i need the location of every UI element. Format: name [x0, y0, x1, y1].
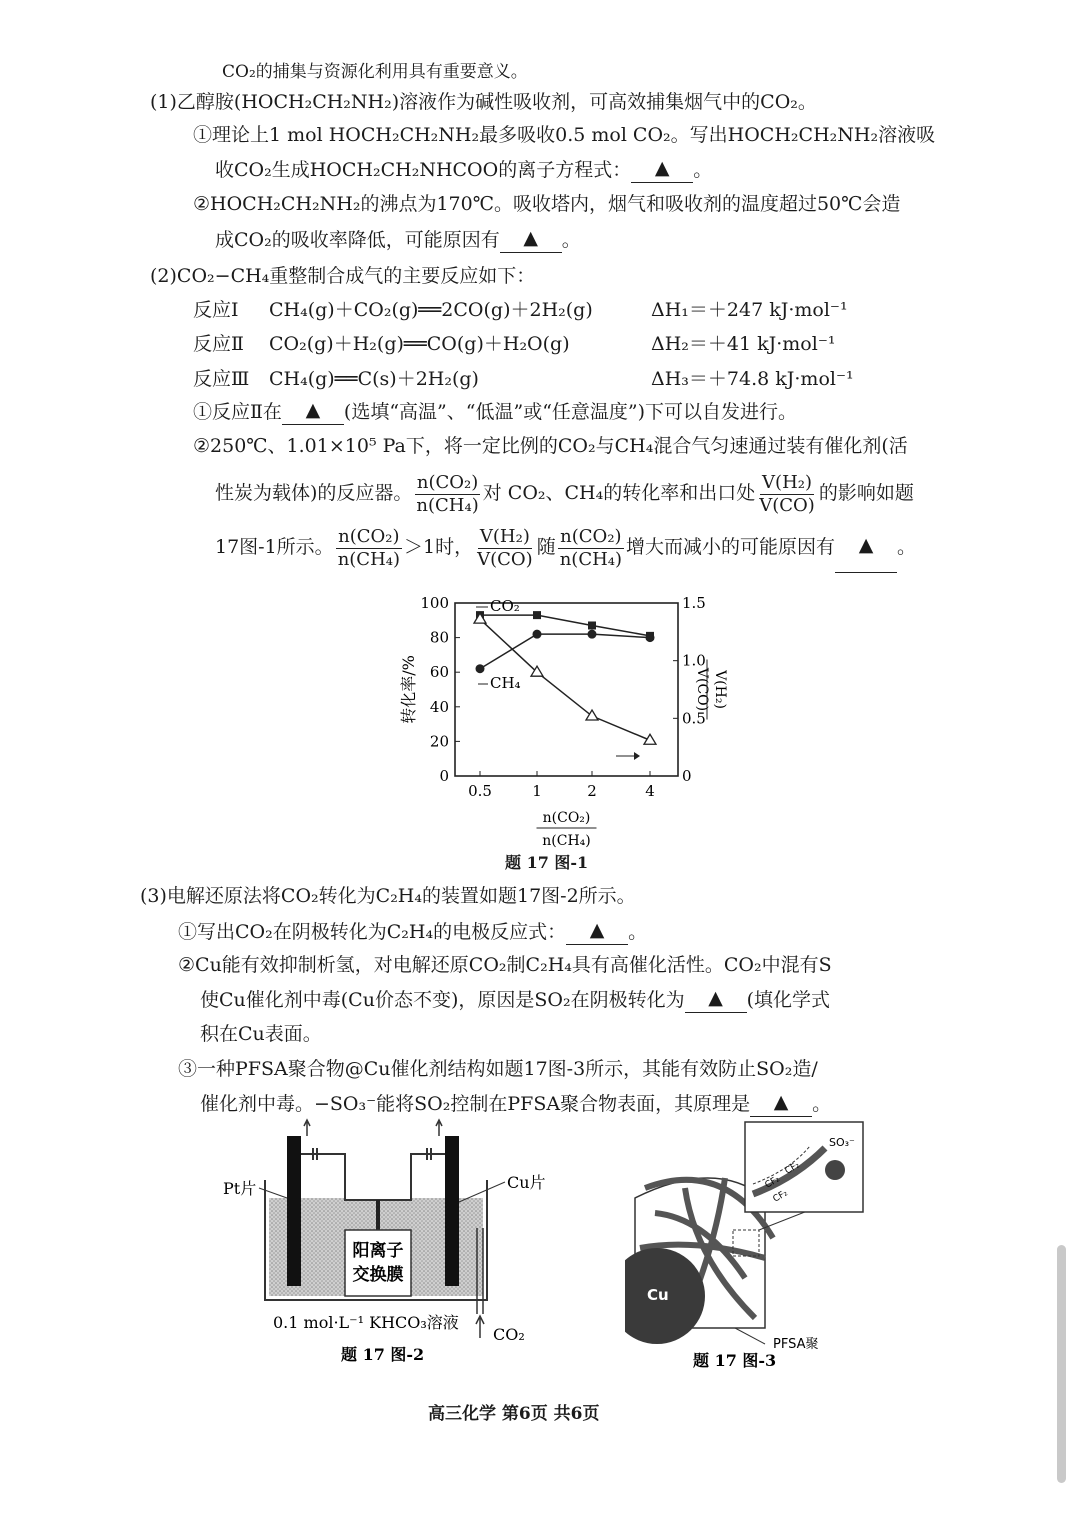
y-axis-label: 转化率/%: [399, 655, 418, 724]
reaction-enthalpy: ΔH₃＝＋74.8 kJ·mol⁻¹: [651, 368, 854, 390]
q1-s2-line1: ②HOCH₂CH₂NH₂的沸点为170℃。吸收塔内，烟气和吸收剂的温度超过50℃会造: [193, 193, 901, 215]
point-circle: [588, 630, 597, 639]
fraction-co2-ch4: [414, 472, 480, 517]
reaction-3: [193, 365, 854, 393]
reaction-equation: CH₄(g)══C(s)＋2H₂(g): [269, 368, 479, 390]
y-tick-label: 0: [439, 767, 449, 785]
frac-num: n(CO₂): [338, 525, 400, 547]
cf2-label-1: CF₂: [763, 1174, 782, 1191]
q1-s1-line1: ①理论上1 mol HOCH₂CH₂NH₂最多吸收0.5 mol CO₂。写出HOCH₂CH₂NH₂溶液吸: [193, 124, 936, 146]
q2-stem-text: CO₂−CH₄重整制合成气的主要反应如下：: [176, 265, 536, 287]
reaction-name: 反应Ⅰ: [193, 299, 239, 321]
series-line-0: [480, 615, 650, 636]
legend-co2: CO₂: [490, 597, 520, 615]
point-square: [533, 611, 541, 619]
fig1-caption: 题 17 图-1: [505, 853, 589, 872]
reaction-name: 反应Ⅱ: [193, 333, 244, 355]
x-tick-label: 4: [645, 782, 655, 800]
q2-marker: (2): [150, 265, 177, 287]
frac-num: V(H₂): [762, 471, 813, 493]
reaction-equation: CH₄(g)＋CO₂(g)══2CO(g)＋2H₂(g): [269, 299, 593, 321]
q2-s2-text-f: 随: [536, 536, 556, 558]
point-circle: [476, 664, 485, 673]
fig3-caption: 题 17 图-3: [693, 1351, 777, 1370]
q1-s2-line2: [215, 226, 581, 255]
x-axis-label-den: n(CH₄): [542, 833, 591, 849]
q3-s2-text-a: 使Cu催化剂中毒(Cu价态不变)，原因是SO₂在阴极转化为: [200, 989, 685, 1011]
q3-marker: (3): [140, 885, 167, 907]
period: 。: [693, 159, 713, 181]
answer-blank-q1-1[interactable]: ▲: [631, 154, 693, 183]
q1-stem-text: 乙醇胺(HOCH₂CH₂NH₂)溶液作为碱性吸收剂，可高效捕集烟气中的CO₂。: [176, 91, 817, 113]
cf2-label-2: CF₂: [783, 1160, 802, 1177]
answer-blank-q3-1[interactable]: ▲: [566, 916, 628, 945]
fraction-h2-co: [757, 472, 817, 517]
so3-group: [825, 1160, 845, 1180]
x-tick-label: 1: [532, 782, 542, 800]
x-tick-label: 2: [587, 782, 597, 800]
circuit-wire: [301, 1154, 445, 1180]
q1-stem: [150, 88, 817, 116]
y-tick-label: 100: [420, 594, 449, 612]
answer-blank-q1-2[interactable]: ▲: [500, 224, 562, 253]
y2-axis-label-num: V(H₂): [712, 670, 728, 709]
q3-stem: [140, 882, 636, 910]
x-tick-label: 0.5: [468, 782, 492, 800]
frac-num: n(CO₂): [416, 471, 479, 493]
solution-label: 0.1 mol·L⁻¹ KHCO₃溶液: [273, 1313, 459, 1332]
answer-blank-q2-1[interactable]: ▲: [282, 396, 344, 425]
y2-tick-label: 0.5: [682, 709, 706, 728]
q3-s1: [178, 918, 647, 947]
membrane-line: [376, 1200, 380, 1230]
y-tick-label: 20: [429, 732, 449, 751]
q1-s1-line2: [215, 156, 712, 185]
scrollbar[interactable]: [1057, 1245, 1066, 1483]
membrane-label-1: 阳离子: [352, 1241, 404, 1261]
cu-sphere-label: Cu: [647, 1286, 669, 1304]
q3-s3-text: 催化剂中毒。−SO₃⁻能将SO₂控制在PFSA聚合物表面，其原理是: [200, 1093, 751, 1115]
q2-s2-text-e: ＞1时，: [404, 536, 474, 558]
frac-num: n(CO₂): [560, 525, 622, 547]
q3-s2-line3: 积在Cu表面。: [200, 1023, 322, 1045]
period: 。: [628, 921, 648, 943]
pt-electrode: [287, 1136, 301, 1286]
q3-s3-line1: ③一种PFSA聚合物@Cu催化剂结构如题17图-3所示，其能有效防止SO₂造/: [178, 1058, 818, 1080]
fraction-co2-ch4: [336, 526, 402, 571]
so3-label: SO₃⁻: [829, 1136, 855, 1149]
pfsa-label: PFSA聚: [773, 1337, 819, 1352]
frac-den: n(CH₄): [416, 494, 479, 516]
y2-tick-label: 0: [682, 767, 692, 785]
q3-s3-line2: [200, 1090, 831, 1119]
q3-s2-line2: [200, 986, 830, 1015]
q2-s2-text-b: 对 CO₂、CH₄的转化率和出口处: [482, 482, 756, 504]
q2-s2-text-d: 17图-1所示。: [215, 536, 334, 558]
point-square: [588, 621, 596, 629]
cu-label: Cu片: [507, 1173, 546, 1192]
point-circle: [646, 633, 655, 642]
cu-electrode: [445, 1136, 459, 1286]
q2-s2-text-c: 的影响如题: [818, 482, 914, 504]
period: 。: [561, 229, 581, 251]
electrolysis-cell-diagram: [215, 1118, 575, 1368]
frac-den: V(CO): [477, 548, 533, 570]
membrane-label-2: 交换膜: [352, 1265, 404, 1285]
reaction-1: [193, 296, 848, 324]
reaction-enthalpy: ΔH₂＝＋41 kJ·mol⁻¹: [651, 333, 836, 355]
q1-s1-text: 收CO₂生成HOCH₂CH₂NHCOO的离子方程式：: [215, 159, 632, 181]
conversion-chart: [380, 578, 730, 868]
q1-s2-text: 成CO₂的吸收率降低，可能原因有: [215, 229, 500, 251]
co2-label: CO₂: [493, 1325, 525, 1344]
y-tick-label: 60: [429, 663, 449, 682]
q3-s2-line1: ②Cu能有效抑制析氢，对电解还原CO₂制C₂H₄具有高催化活性。CO₂中混有S: [178, 954, 832, 976]
intro-text: CO₂的捕集与资源化利用具有重要意义。: [222, 62, 528, 82]
period: 。: [812, 1093, 832, 1115]
answer-blank-q3-3[interactable]: ▲: [750, 1088, 812, 1117]
point-circle: [533, 630, 542, 639]
page-footer: 高三化学 第6页 共6页: [428, 1404, 600, 1424]
q2-s2-line2: [215, 466, 914, 520]
q3-s1-text: ①写出CO₂在阴极转化为C₂H₄的电极反应式：: [178, 921, 567, 943]
legend-ch4: CH₄: [490, 674, 521, 692]
q2-s1-pre: ①反应Ⅱ在: [193, 401, 282, 423]
catalyst-structure-diagram: [625, 1118, 875, 1373]
y2-tick-label: 1.0: [682, 651, 706, 670]
cf2-label-3: CF₂: [771, 1188, 790, 1205]
y2-axis-label-den: V(CO): [694, 667, 710, 712]
period: 。: [897, 536, 917, 558]
y-tick-label: 80: [429, 628, 449, 647]
answer-blank-q3-2[interactable]: ▲: [685, 984, 747, 1013]
reaction-equation: CO₂(g)＋H₂(g)══CO(g)＋H₂O(g): [269, 333, 570, 355]
q2-s2-line1: ②250℃、1.01×10⁵ Pa下，将一定比例的CO₂与CH₄混合气匀速通过装有催化剂(活: [193, 435, 908, 457]
q2-s1-post: (选填“高温”、“低温”或“任意温度”)下可以自发进行。: [343, 401, 798, 423]
legend-ratio-arrowhead: [634, 752, 640, 760]
q2-s2-text-a: 性炭为载体)的反应器。: [215, 482, 413, 504]
fig2-caption: 题 17 图-2: [341, 1345, 425, 1364]
y2-tick-label: 1.5: [682, 594, 706, 612]
x-axis-label-num: n(CO₂): [542, 810, 591, 826]
fraction-h2-co: [475, 526, 535, 571]
answer-blank-q2-2[interactable]: ▲: [835, 518, 897, 573]
y-tick-label: 40: [429, 697, 449, 716]
q1-marker: (1): [150, 91, 177, 113]
reaction-2: [193, 330, 835, 358]
q2-stem: [150, 262, 535, 290]
q3-s2-text-b: (填化学式: [746, 989, 831, 1011]
q3-stem-text: 电解还原法将CO₂转化为C₂H₄的装置如题17图-2所示。: [166, 885, 636, 907]
membrane-label-box: [345, 1230, 411, 1296]
frac-num: V(H₂): [479, 525, 530, 547]
q2-s1: [193, 398, 797, 427]
fraction-co2-ch4: [558, 526, 624, 571]
reaction-name: 反应Ⅲ: [193, 368, 250, 390]
q2-s2-text-g: 增大而减小的可能原因有: [626, 536, 836, 558]
series-line-1: [480, 634, 650, 669]
q2-s2-line3: [215, 520, 916, 575]
plot-frame: [455, 603, 678, 776]
reaction-enthalpy: ΔH₁＝＋247 kJ·mol⁻¹: [651, 299, 848, 321]
pt-label: Pt片: [223, 1179, 257, 1198]
frac-den: n(CH₄): [559, 548, 623, 570]
frac-den: V(CO): [759, 494, 815, 516]
point-triangle: [586, 710, 598, 720]
frac-den: n(CH₄): [337, 548, 401, 570]
